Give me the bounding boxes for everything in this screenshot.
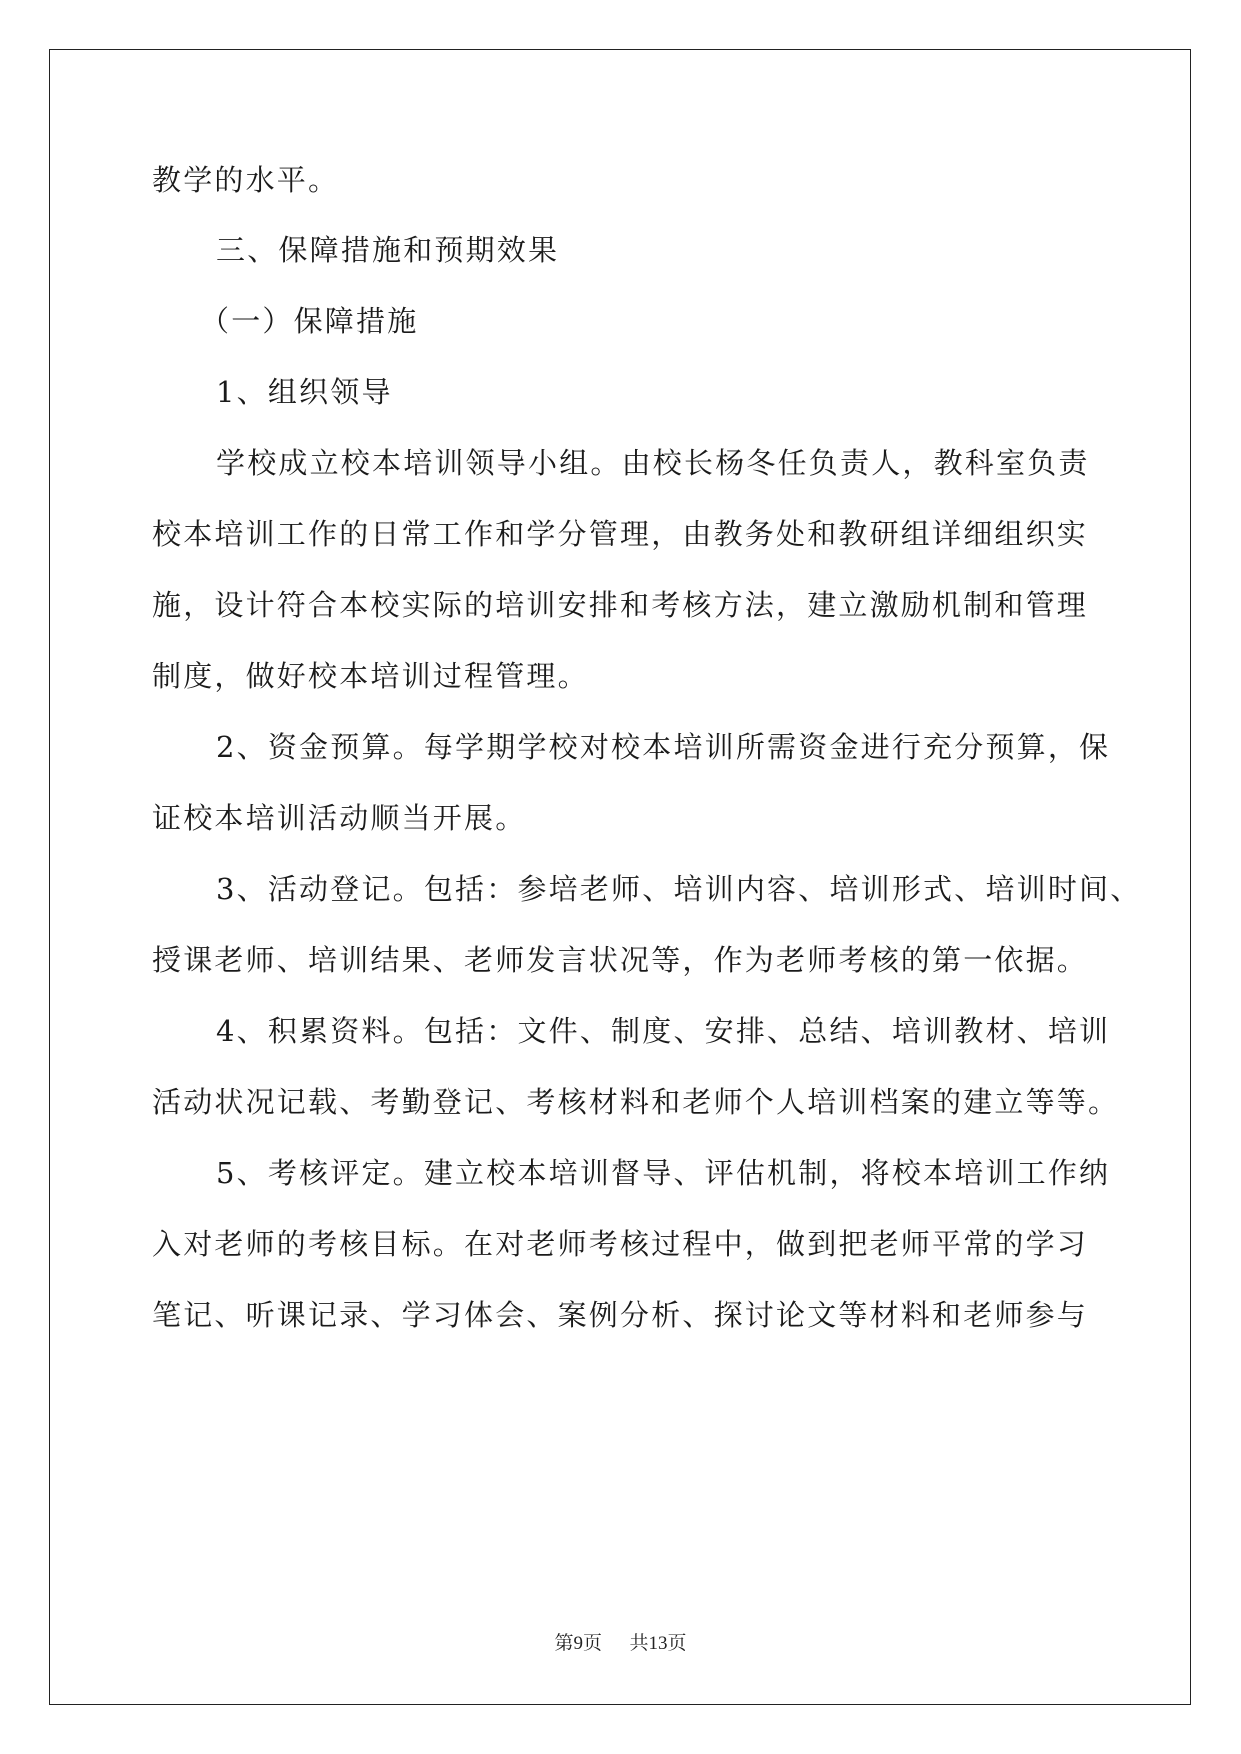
body-line: 施，设计符合本校实际的培训安排和考核方法，建立激励机制和管理 <box>152 588 1089 622</box>
item-heading: 1、组织领导 <box>216 375 393 409</box>
body-line: 入对老师的考核目标。在对老师考核过程中，做到把老师平常的学习 <box>152 1227 1089 1261</box>
page-footer <box>0 1628 1241 1655</box>
body-line: 5、考核评定。建立校本培训督导、评估机制，将校本培训工作纳 <box>216 1156 1111 1190</box>
subsection-heading: （一）保障措施 <box>200 304 419 338</box>
body-line: 笔记、听课记录、学习体会、案例分析、探讨论文等材料和老师参与 <box>152 1298 1089 1332</box>
page-total: 共13页 <box>629 1633 687 1654</box>
body-line: 证校本培训活动顺当开展。 <box>152 801 527 835</box>
body-line: 4、积累资料。包括：文件、制度、安排、总结、培训教材、培训 <box>216 1014 1111 1048</box>
body-line: 学校成立校本培训领导小组。由校长杨冬任负责人，教科室负责 <box>216 446 1090 480</box>
body-line: 教学的水平。 <box>152 163 340 197</box>
body-line: 3、活动登记。包括：参培老师、培训内容、培训形式、培训时间、 <box>216 872 1142 906</box>
body-line: 2、资金预算。每学期学校对校本培训所需资金进行充分预算，保 <box>216 730 1111 764</box>
page-number: 第9页 <box>554 1633 602 1654</box>
body-line: 授课老师、培训结果、老师发言状况等，作为老师考核的第一依据。 <box>152 943 1089 977</box>
body-line: 校本培训工作的日常工作和学分管理，由教务处和教研组详细组织实 <box>152 517 1089 551</box>
body-line: 制度，做好校本培训过程管理。 <box>152 659 589 693</box>
body-line: 活动状况记载、考勤登记、考核材料和老师个人培训档案的建立等等。 <box>152 1085 1120 1119</box>
section-heading: 三、保障措施和预期效果 <box>216 233 560 267</box>
